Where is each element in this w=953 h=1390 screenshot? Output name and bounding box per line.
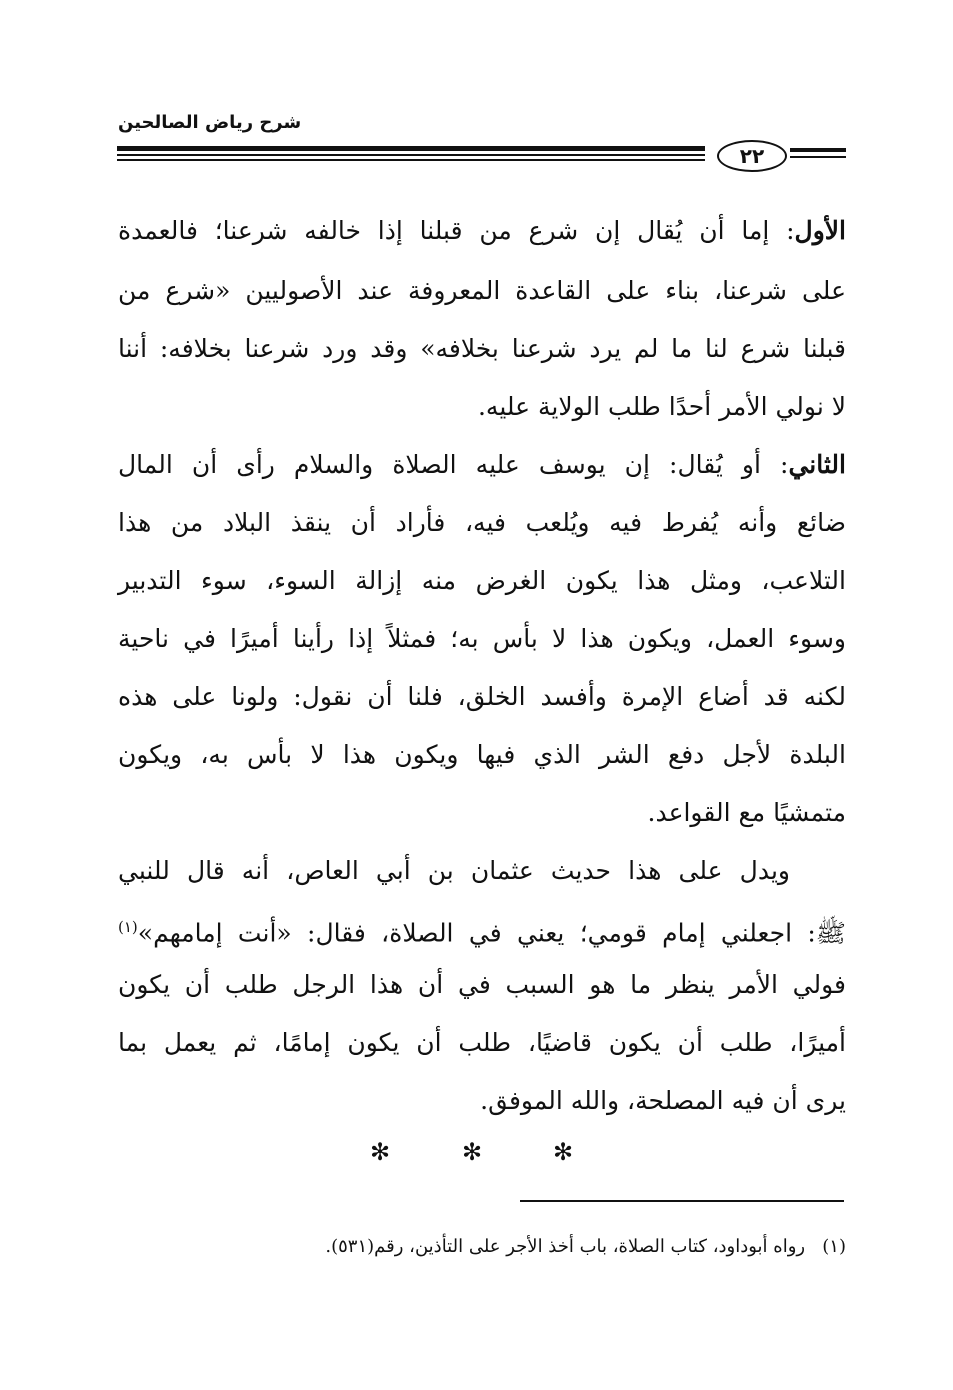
text-line: التلاعب، ومثل هذا يكون الغرض منه إزالة السوء، سوء التدبير	[118, 566, 846, 595]
header-rule-right-thin	[790, 156, 846, 158]
text-line: ويدل على هذا حديث عثمان بن أبي العاص، أنه قال للنبي	[118, 856, 790, 885]
header-rule-right	[790, 148, 846, 152]
header-rule-thin	[117, 154, 705, 156]
page-number: ٢٢	[717, 140, 787, 172]
text-line: لكنه قد أضاع الإمرة وأفسد الخلق، فلنا أن نقول: ولونا على هذه	[118, 682, 846, 711]
text-line: ضائع وأنه يُفرط فيه ويُلعب فيه، فأراد أن ينقذ البلاد من هذا	[118, 508, 846, 537]
text-line: البلدة لأجل دفع الشر الذي فيها ويكون هذا لا بأس به، ويكون	[118, 740, 846, 769]
line-text: ﷺ: اجعلني إمام قومي؛ يعني في الصلاة، فقال: «أنت إمامهم»	[137, 918, 846, 948]
header-rule-thick	[117, 146, 705, 151]
separator-star: ✻	[370, 1138, 391, 1166]
running-header-title: شرح رياض الصالحين	[118, 112, 302, 133]
footnote-reference: (١)	[118, 918, 138, 936]
line-text: : أو يُقال: إن يوسف عليه الصلاة والسلام رأى أن المال	[118, 450, 789, 479]
paragraph-label: الثاني	[788, 450, 846, 479]
text-line: أميرًا، طلب أن يكون قاضيًا، طلب أن يكون إمامًا، ثم يعمل بما	[118, 1028, 846, 1057]
separator-star: ✻	[462, 1138, 483, 1166]
footnote	[118, 1236, 846, 1257]
text-line	[118, 912, 846, 948]
text-line: وسوء العمل، ويكون هذا لا بأس به؛ فمثلاً إذا رأينا أميرًا في ناحية	[118, 624, 846, 653]
footnote-text: رواه أبوداود، كتاب الصلاة، باب أخذ الأجر على التأذين، رقم(٥٣١).	[325, 1236, 806, 1257]
separator-star: ✻	[553, 1138, 574, 1166]
header-rule-thin-2	[117, 159, 705, 161]
text-line: يرى أن فيه المصلحة، والله الموفق.	[480, 1086, 846, 1115]
paragraph-label: الأول	[794, 216, 846, 245]
text-line: لا نولي الأمر أحدًا طلب الولاية عليه.	[477, 392, 846, 421]
text-line	[118, 450, 846, 480]
line-text: : إما أن يُقال إن شرع من قبلنا إذا خالفه شرعنا؛ فالعمدة	[118, 216, 795, 245]
footnote-divider	[520, 1200, 844, 1202]
text-line: على شرعنا، بناء على القاعدة المعروفة عند الأصوليين «شرع من	[118, 276, 846, 305]
text-line	[118, 216, 846, 246]
footnote-marker: (١)	[822, 1236, 846, 1257]
text-line: قبلنا شرع لنا ما لم يرد شرعنا بخلافه» وقد ورد شرعنا بخلافه: أننا	[118, 334, 846, 363]
text-line: متمشيًا مع القواعد.	[647, 798, 846, 827]
text-line: فولي الأمر ينظر ما هو السبب في أن هذا الرجل طلب أن يكون	[118, 970, 846, 999]
